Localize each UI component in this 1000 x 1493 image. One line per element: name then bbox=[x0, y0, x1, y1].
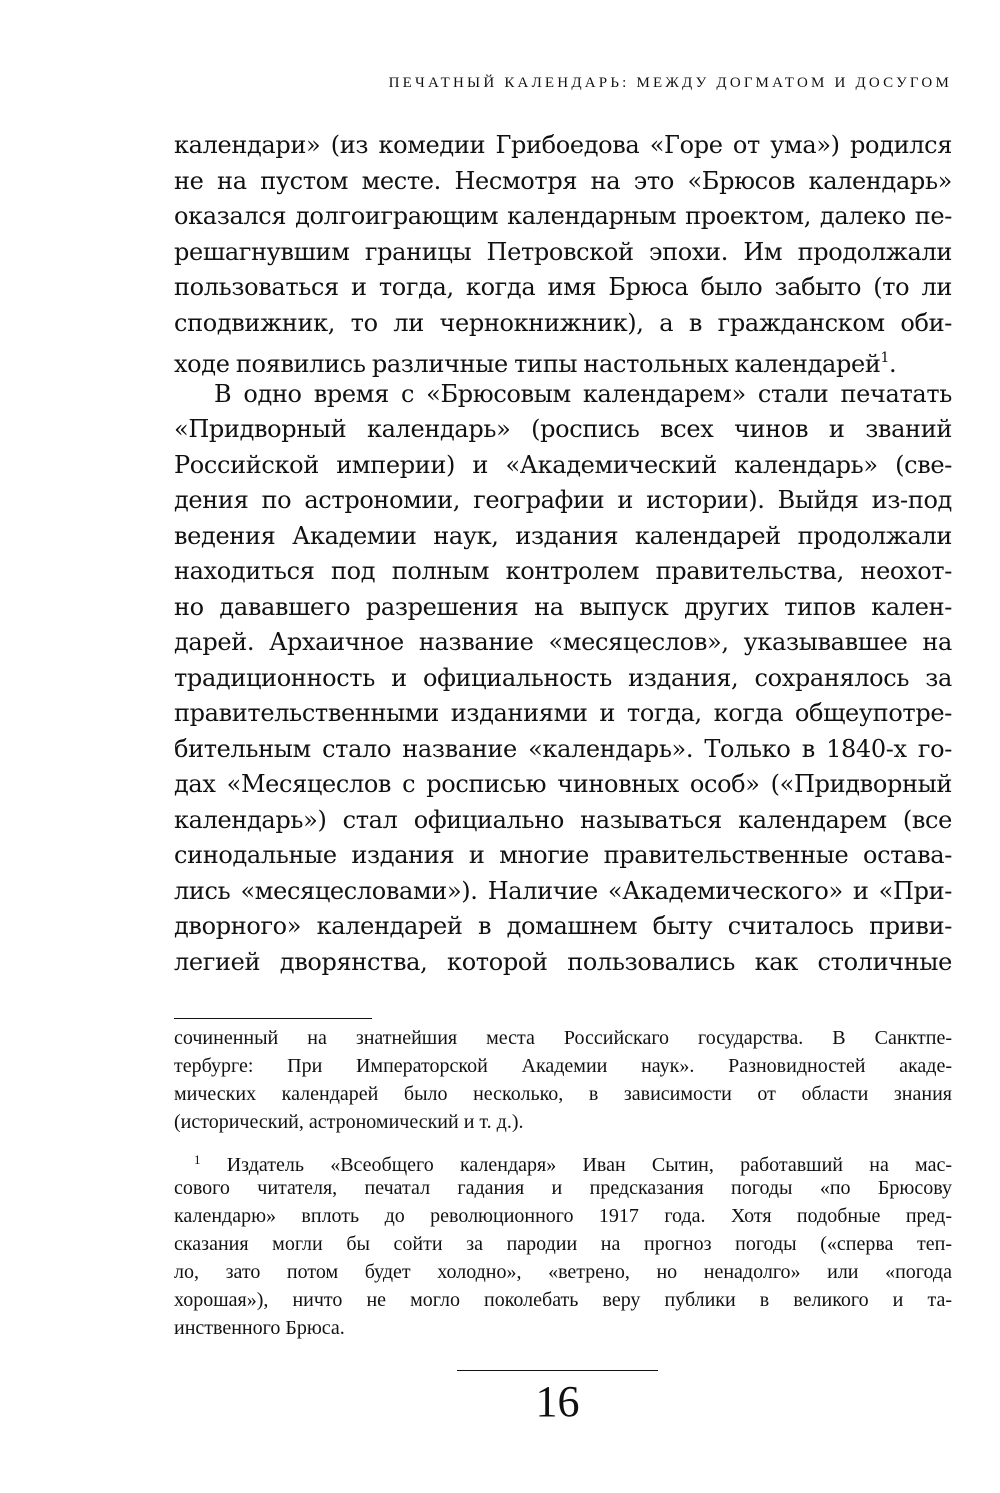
text-line: дарей. Архаичное название «месяцеслов», указывавшее на bbox=[174, 628, 952, 656]
footnote-1-first-line bbox=[174, 1146, 952, 1174]
footnote-line: хорошая»), ничто не могло поколебать веру публики в великого и та- bbox=[174, 1289, 952, 1311]
footnote-text: Издатель «Всеобщего календаря» Иван Сытин, работавший на мас- bbox=[200, 1154, 952, 1176]
text-line: правительственными изданиями и тогда, когда общеупотре- bbox=[174, 699, 952, 727]
text-line: Российской империи) и «Академический календарь» (све- bbox=[174, 450, 952, 479]
text-line: календарь») стал официально называться календарем (все bbox=[174, 805, 952, 834]
text-line: сподвижник, то ли чернокнижник), а в гражданском оби- bbox=[174, 308, 952, 337]
period: . bbox=[889, 350, 897, 378]
footnote-reference: 1 bbox=[880, 350, 890, 366]
text-line-with-footnote bbox=[174, 341, 952, 377]
footnote-line: мических календарей было несколько, в зависимости от области знания bbox=[174, 1083, 952, 1105]
page-number-rule bbox=[457, 1370, 658, 1371]
text-line: легией дворянства, которой пользовались как столичные bbox=[174, 947, 952, 976]
footnote-line: ло, зато потом будет холодно», «ветрено, но ненадолго» или «погода bbox=[174, 1261, 952, 1283]
footnote-separator bbox=[174, 1018, 372, 1019]
running-head: ПЕЧАТНЫЙ КАЛЕНДАРЬ: МЕЖДУ ДОГМАТОМ И ДОСУГОМ bbox=[388, 75, 952, 91]
footnote-line: сказания могли бы сойти за пародии на прогноз погоды («сперва теп- bbox=[174, 1233, 952, 1255]
footnote-line: (исторический, астрономический и т. д.). bbox=[174, 1111, 524, 1133]
footnote-gap bbox=[174, 1136, 952, 1146]
main-text bbox=[174, 128, 952, 980]
footnote-line: сочиненный на знатнейшия места Российскаго государства. В Санктпе- bbox=[174, 1027, 952, 1049]
footnote-marker: 1 bbox=[194, 1152, 201, 1167]
text-line: дах «Месяцеслов с росписью чиновных особ» («Придворный bbox=[174, 770, 952, 798]
text-line: находиться под полным контролем правительства, неохот- bbox=[174, 557, 952, 585]
text-line: лись «месяцесловами»). Наличие «Академического» и «При- bbox=[174, 876, 952, 905]
text-line: ведения Академии наук, издания календарей продолжали bbox=[174, 521, 952, 550]
text-line: пользоваться и тогда, когда имя Брюса было забыто (то ли bbox=[174, 273, 952, 301]
footnote-line: календарю» вплоть до революционного 1917 года. Хотя подобные пред- bbox=[174, 1205, 952, 1227]
footnote-line: сового читателя, печатал гадания и предсказания погоды «по Брюсову bbox=[174, 1177, 952, 1199]
text-line: но дававшего разрешения на выпуск других типов кален- bbox=[174, 592, 952, 621]
text-line: ходе появились различные типы настольных календарей bbox=[174, 350, 881, 378]
page-number: 16 bbox=[535, 1377, 580, 1426]
text-line: дворного» календарей в домашнем быту считалось приви- bbox=[174, 912, 952, 940]
text-line: бительным стало название «календарь». Только в 1840-х го- bbox=[174, 734, 952, 763]
text-line: не на пустом месте. Несмотря на это «Брюсов календарь» bbox=[174, 166, 952, 195]
footnote-line: инственного Брюса. bbox=[174, 1317, 345, 1339]
text-line: традиционность и официальность издания, сохранялось за bbox=[174, 663, 952, 692]
text-line: дения по астрономии, географии и истории). Выйдя из-под bbox=[174, 486, 952, 514]
text-line: синодальные издания и многие правительственные остава- bbox=[174, 841, 952, 869]
footnote-line: тербурге: При Императорской Академии наук». Разновидностей акаде- bbox=[174, 1055, 952, 1077]
footnotes bbox=[174, 1024, 952, 1342]
text-line: решагнувшим границы Петровской эпохи. Им продолжали bbox=[174, 237, 952, 266]
text-line: оказался долгоиграющим календарным проектом, далеко пе- bbox=[174, 202, 952, 230]
text-line: календари» (из комедии Грибоедова «Горе от ума») родился bbox=[174, 131, 952, 159]
paragraph-first-line: В одно время с «Брюсовым календарем» стали печатать bbox=[214, 379, 952, 408]
text-line: «Придворный календарь» (роспись всех чинов и званий bbox=[174, 415, 952, 443]
